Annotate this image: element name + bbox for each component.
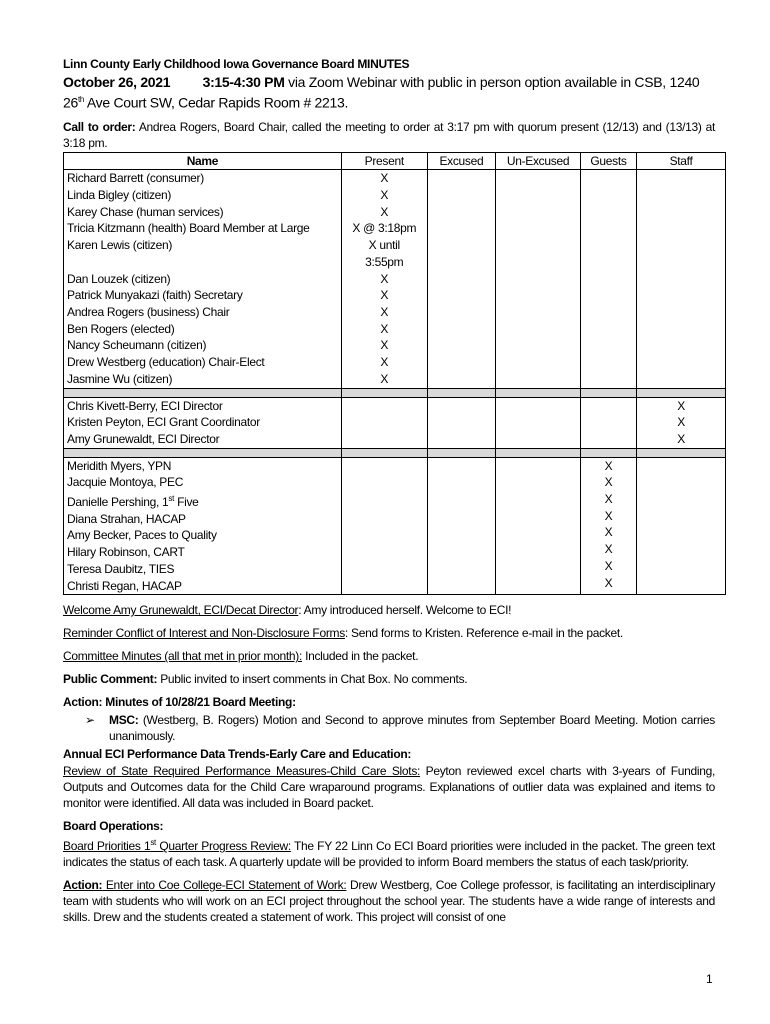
board-member-name: Richard Barrett (consumer): [67, 171, 204, 186]
meeting-date-line: [63, 73, 715, 112]
board-member-name: Patrick Munyakazi (faith) Secretary: [67, 288, 243, 303]
annual-review-label: Review of State Required Performance Measures-Child Care Slots:: [63, 764, 421, 779]
document-title: Linn County Early Childhood Iowa Governance Board MINUTES: [63, 57, 410, 71]
staff-group: [64, 397, 726, 448]
present-mark: X: [380, 371, 389, 386]
guest-name: Danielle Pershing, 1st Five: [67, 494, 199, 510]
minutes-page: [63, 56, 715, 925]
meeting-time: 3:15-4:30 PM: [202, 74, 285, 90]
arrow-bullet-icon: ➢: [85, 713, 95, 728]
annual-review-text: Peyton reviewed excel charts with 3-years of Funding, Outputs and Outcomes data for the Child Care wraparound programs. Explanations of outlier data was explained and items to monitor were identified. All data was included in Board packet.: [63, 764, 715, 811]
staff-name: Kristen Peyton, ECI Grant Coordinator: [67, 415, 260, 430]
header-unexcused: Un-Excused: [496, 152, 581, 170]
staff-names-cell: [64, 397, 342, 448]
board-members-group: [64, 170, 726, 388]
present-mark: X: [380, 355, 389, 370]
board-member-name: Linda Bigley (citizen): [67, 188, 172, 203]
attendance-header-row: [64, 152, 726, 170]
guest-mark: X: [604, 525, 613, 540]
guest-mark: X: [604, 542, 613, 557]
call-to-order-label: Call to order:: [63, 119, 136, 134]
welcome-item: [63, 602, 715, 618]
public-comment-item: [63, 671, 715, 687]
board-member-name: Drew Westberg (education) Chair-Elect: [67, 355, 265, 370]
header-staff: Staff: [637, 152, 726, 170]
present-mark: X: [380, 321, 389, 336]
guest-name: Teresa Daubitz, TIES: [67, 561, 175, 576]
coe-action-text: Drew Westberg, Coe College professor, is facilitating an interdisciplinary team with students who will work on an ECI project throughout the school year. The students have a wide range of interests and skills. Drew and the students created a statement of work. This project will consist of one: [63, 878, 716, 925]
coe-action-sub: Enter into Coe College-ECI Statement of Work:: [102, 878, 347, 893]
guest-mark: X: [604, 508, 613, 523]
staff-name: Chris Kivett-Berry, ECI Director: [67, 398, 223, 413]
guest-mark: X: [604, 575, 613, 590]
board-member-name: Ben Rogers (elected): [67, 321, 175, 336]
board-member-name: Karey Chase (human services): [67, 204, 224, 219]
msc-label: MSC:: [109, 713, 139, 728]
annual-heading: Annual ECI Performance Data Trends-Early Care and Education:: [63, 747, 412, 762]
board-member-name: Tricia Kitzmann (health) Board Member at Large: [67, 221, 310, 236]
committee-text: Included in the packet.: [302, 649, 419, 664]
annual-review: [63, 763, 715, 811]
board-excused-cell: [427, 170, 495, 388]
staff-mark: X: [677, 398, 685, 413]
board-guests-cell: [580, 170, 636, 388]
board-unexcused-cell: [496, 170, 581, 388]
board-priorities-label: Board Priorities 1st Quarter Progress Review:: [63, 838, 291, 854]
guest-mark: X: [604, 492, 613, 507]
reminder-text: : Send forms to Kristen. Reference e-mail in the packet.: [344, 626, 623, 641]
call-to-order: [63, 119, 715, 151]
present-mark: X: [380, 288, 389, 303]
meeting-venue-sup: th: [77, 95, 85, 104]
coe-action: [63, 877, 715, 925]
present-mark: X: [380, 271, 389, 286]
header-guests: Guests: [580, 152, 636, 170]
coe-action-label: Action:: [63, 878, 103, 893]
welcome-label: Welcome Amy Grunewaldt, ECI/Decat Director: [63, 603, 299, 618]
board-priorities-text: The FY 22 Linn Co ECI Board priorities were included in the packet. The green text indicates the status of each task. A quarterly update will be provided to inform Board members the status of each task/priority.: [63, 839, 715, 870]
board-names-cell: [64, 170, 342, 388]
attendance-table: [63, 152, 726, 596]
board-member-name: Dan Louzek (citizen): [67, 271, 171, 286]
meeting-venue-cont: Ave Court SW, Cedar Rapids Room # 2213.: [86, 94, 349, 111]
header-excused: Excused: [427, 152, 495, 170]
msc-bullet: [85, 712, 715, 744]
present-mark: 3:55pm: [365, 254, 404, 269]
guest-name: Christi Regan, HACAP: [67, 578, 182, 593]
action-minutes-heading: Action: Minutes of 10/28/21 Board Meeting:: [63, 695, 296, 710]
board-ops-heading: Board Operations:: [63, 819, 164, 834]
guest-name: Diana Strahan, HACAP: [67, 511, 186, 526]
msc-text: (Westberg, B. Rogers) Motion and Second to approve minutes from September Board Meeting. Motion carries unanimously.: [109, 713, 715, 744]
staff-marks-cell: [637, 397, 726, 448]
guest-marks-cell: [580, 457, 636, 595]
guest-name: Hilary Robinson, CART: [67, 545, 185, 560]
guests-group: [64, 457, 726, 595]
present-mark: X: [380, 338, 389, 353]
guest-mark: X: [604, 475, 613, 490]
guest-mark: X: [604, 558, 613, 573]
staff-mark: X: [677, 415, 685, 430]
call-to-order-text: Andrea Rogers, Board Chair, called the meeting to order at 3:17 pm with quorum present (12/13) and (13/13) at 3:18 pm.: [63, 119, 715, 150]
meeting-venue: via Zoom Webinar with public in person option available in CSB, 1240 26: [63, 74, 700, 111]
table-separator: [64, 388, 726, 397]
present-mark: X: [380, 204, 389, 219]
header-name: Name: [64, 152, 342, 170]
board-member-name: Andrea Rogers (business) Chair: [67, 304, 230, 319]
board-priorities: [63, 835, 715, 870]
board-staff-cell: [637, 170, 726, 388]
table-separator: [64, 448, 726, 457]
guest-names-cell: [64, 457, 342, 595]
present-mark: X: [380, 188, 389, 203]
guest-mark: X: [604, 458, 613, 473]
public-comment-text: Public invited to insert comments in Chat Box. No comments.: [157, 672, 468, 687]
board-member-name: Karen Lewis (citizen): [67, 238, 173, 253]
guest-name: Jacquie Montoya, PEC: [67, 475, 184, 490]
board-member-name: Jasmine Wu (citizen): [67, 371, 173, 386]
public-comment-label: Public Comment:: [63, 672, 158, 687]
header-present: Present: [341, 152, 427, 170]
present-mark: X until: [368, 238, 400, 253]
staff-mark: X: [677, 431, 685, 446]
guest-name: Meridith Myers, YPN: [67, 458, 172, 473]
guest-name: Amy Becker, Paces to Quality: [67, 528, 217, 543]
reminder-item: [63, 625, 715, 641]
board-present-cell: [341, 170, 427, 388]
meeting-date: October 26, 2021: [63, 74, 171, 90]
reminder-label: Reminder Conflict of Interest and Non-Disclosure Forms: [63, 626, 345, 641]
committee-item: [63, 648, 715, 664]
welcome-text: : Amy introduced herself. Welcome to ECI!: [298, 603, 512, 618]
committee-label: Committee Minutes (all that met in prior month):: [63, 649, 303, 664]
board-member-name: Nancy Scheumann (citizen): [67, 338, 207, 353]
page-number: 1: [706, 972, 713, 986]
present-mark: X: [380, 171, 389, 186]
present-mark: X @ 3:18pm: [352, 221, 417, 236]
staff-name: Amy Grunewaldt, ECI Director: [67, 431, 220, 446]
present-mark: X: [380, 304, 389, 319]
